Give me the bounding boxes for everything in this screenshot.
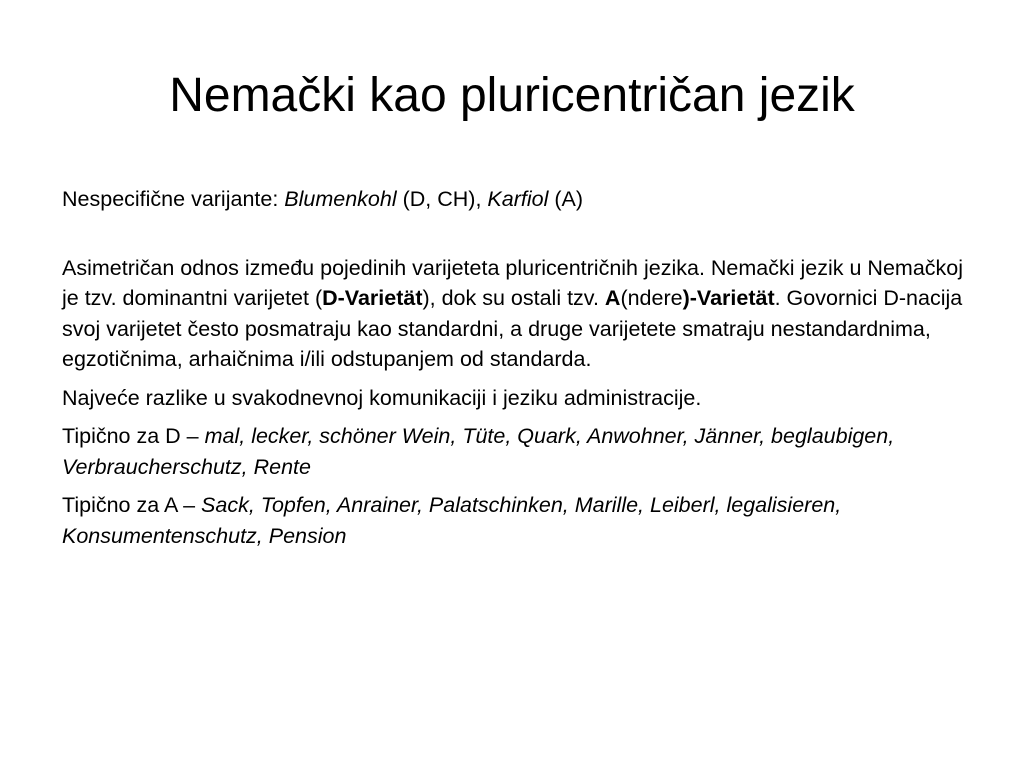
paragraph-nonspecific-variants	[62, 184, 977, 215]
paragraph-typical-d	[62, 421, 977, 482]
text-run-bold: A	[604, 286, 621, 310]
slide-title: Nemački kao pluricentričan jezik	[169, 69, 855, 122]
text-run: (ndere	[620, 286, 683, 310]
paragraph-differences	[62, 383, 977, 414]
text-run-italic: Karfiol	[487, 187, 549, 211]
text-run: Tipično za A –	[62, 493, 202, 517]
slide-body	[62, 184, 977, 551]
text-run: (D, CH),	[396, 187, 488, 211]
text-run: ), dok su ostali tzv.	[422, 286, 605, 310]
paragraph-asymmetry	[62, 253, 977, 375]
text-run-bold: )-Varietät	[682, 286, 775, 310]
text-run: Najveće razlike u svakodnevnoj komunikaciji i jeziku administracije.	[62, 385, 702, 410]
text-run: Tipično za D –	[62, 424, 205, 448]
text-run: Nespecifične varijante:	[62, 187, 285, 211]
text-run: Asimetričan odnos između pojedinih varijeteta pluricentričnih jezika. Nemački jezik u Nemačkoj je tzv. dominantni varijetet (	[62, 255, 964, 310]
text-run: . Govornici D-nacija svoj varijetet često posmatraju kao standardni, a druge varijetete smatraju nestandardnima, egzotičnima, arhaičnima i/ili odstupanjem od standarda.	[62, 286, 963, 371]
text-run-italic: Blumenkohl	[284, 187, 397, 211]
paragraph-typical-a	[62, 490, 977, 551]
text-run: (A)	[548, 187, 583, 211]
text-run-bold: D-Varietät	[322, 286, 423, 310]
text-run-italic: mal, lecker, schöner Wein, Tüte, Quark, Anwohner, Jänner, beglaubigen, Verbraucherschutz, Rente	[62, 424, 895, 479]
text-run-italic: Sack, Topfen, Anrainer, Palatschinken, Marille, Leiberl, legalisieren, Konsumentenschutz, Pension	[62, 493, 842, 548]
